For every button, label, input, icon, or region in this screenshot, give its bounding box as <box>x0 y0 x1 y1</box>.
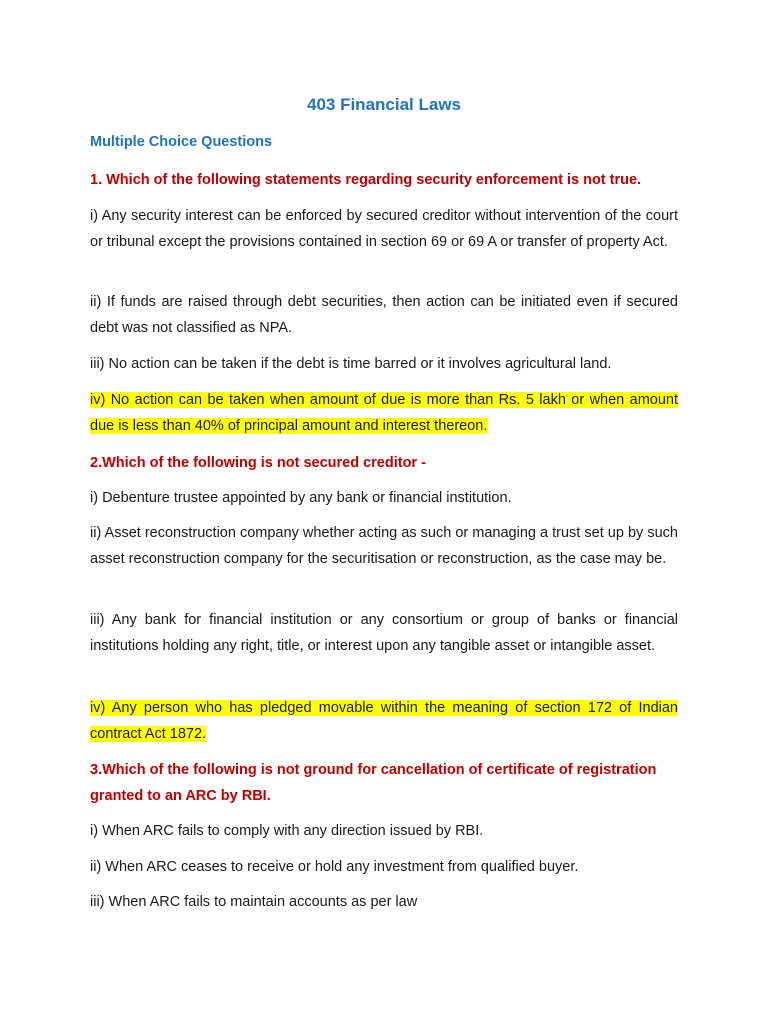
question-2-option-iii: iii) Any bank for financial institution or any consortium or group of banks or financial institutions holding any right, title, or interest upon any tangible asset or intangible asset. <box>90 612 678 654</box>
question-2-option-iv-highlighted-text: iv) Any person who has pledged movable within the meaning of section 172 of Indian contract Act 1872. <box>90 700 678 742</box>
question-3-option-iii: iii) When ARC fails to maintain accounts as per law <box>90 894 418 910</box>
question-1-option-i: i) Any security interest can be enforced by secured creditor without intervention of the court or tribunal except the provisions contained in section 69 or 69 A or transfer of property Act. <box>90 208 678 250</box>
question-2-option-iv <box>90 695 678 747</box>
question-1-option-ii: ii) If funds are raised through debt securities, then action can be initiated even if secured debt was not classified as NPA. <box>90 294 678 336</box>
section-heading: Multiple Choice Questions <box>90 134 273 150</box>
question-2: 2.Which of the following is not secured creditor - <box>90 455 426 471</box>
question-3: 3.Which of the following is not ground for cancellation of certificate of registration granted to an ARC by RBI. <box>90 762 657 804</box>
question-2-option-i: i) Debenture trustee appointed by any bank or financial institution. <box>90 490 512 506</box>
question-2-option-ii: ii) Asset reconstruction company whether acting as such or managing a trust set up by such asset reconstruction company for the securitisation or reconstruction, as the case may be. <box>90 525 678 567</box>
question-3-option-i: i) When ARC fails to comply with any direction issued by RBI. <box>90 823 484 839</box>
question-1-option-iv <box>90 387 678 439</box>
document-title: 403 Financial Laws <box>306 95 461 114</box>
question-1-option-iv-highlighted-text: iv) No action can be taken when amount of due is more than Rs. 5 lakh or when amount due is less than 40% of principal amount and interest thereon. <box>90 392 678 434</box>
question-3-option-ii: ii) When ARC ceases to receive or hold any investment from qualified buyer. <box>90 859 579 875</box>
question-1-option-iii: iii) No action can be taken if the debt is time barred or it involves agricultural land. <box>90 356 612 372</box>
question-1: 1. Which of the following statements regarding security enforcement is not true. <box>90 172 642 188</box>
